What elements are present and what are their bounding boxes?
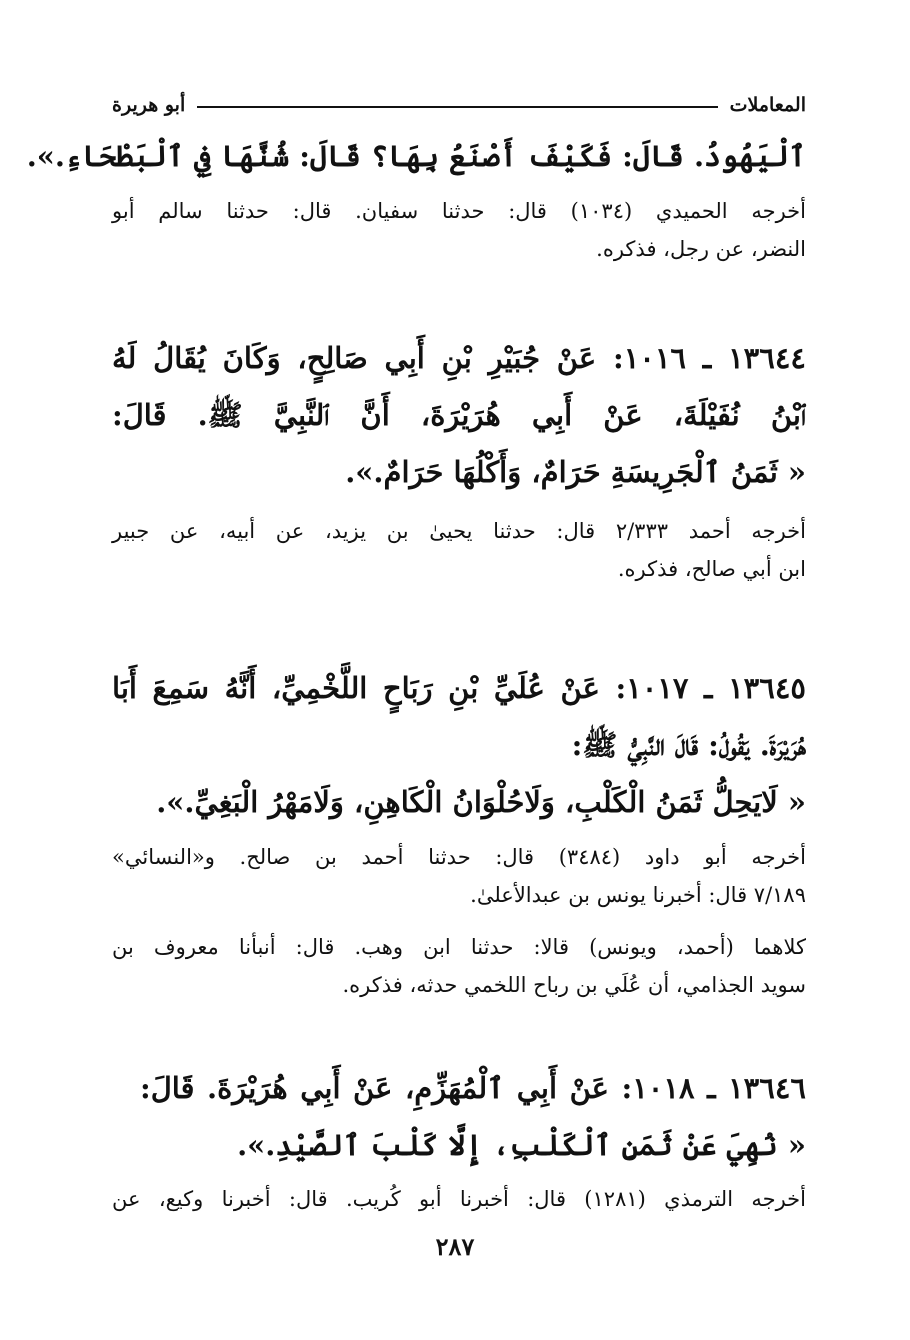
takhrij-note bbox=[112, 512, 806, 588]
hadith-13644 bbox=[112, 330, 806, 501]
hadith-13646 bbox=[140, 1060, 806, 1174]
hadith-line: « ثَمَنُ ٱلْجَرِيسَةِ حَرَامٌ، وَأَكْلُهَا حَرَامٌ.». bbox=[345, 455, 806, 489]
note-line: ابن أبي صالح، فذكره. bbox=[617, 557, 806, 581]
note-line: النضر، عن رجل، فذكره. bbox=[596, 237, 806, 261]
hadith-line: « لَايَحِلُّ ثَمَنُ الْكَلْبِ، وَلَاحُلْوَانُ الْكَاهِنِ، وَلَامَهْرُ الْبَغِيِّ.». bbox=[156, 785, 806, 819]
note-line: ٧/١٨٩ قال: أخبرنا يونس بن عبدالأعلىٰ. bbox=[470, 883, 806, 907]
hadith-line: ٱلْيَهُودُ. قَالَ: فَكَيْفَ أَصْنَعُ بِهَا؟ قَالَ: شُنَّهَا فِي ٱلْبَطْحَاءِ.». bbox=[26, 139, 806, 173]
hadith-13645 bbox=[112, 660, 806, 831]
page-number: ٢٨٧ bbox=[435, 1232, 475, 1261]
header-chapter-title: المعاملات bbox=[729, 94, 806, 116]
note-line: سويد الجذامي، أن عُلَي بن رباح اللخمي حدثه، فذكره. bbox=[342, 973, 806, 997]
hadith-line: ١٣٦٤٥ ـ ١٠١٧: عَنْ عُلَيِّ بْنِ رَبَاحٍ اللَّخْمِيِّ، أَنَّهُ سَمِعَ أَبَا bbox=[112, 671, 806, 705]
note-line: أخرجه أحمد ٢/٣٣٣ قال: حدثنا يحيىٰ بن يزيد، عن أبيه، عن جبير bbox=[112, 519, 806, 543]
takhrij-note bbox=[112, 192, 806, 268]
note-line: أخرجه الحميدي (١٠٣٤) قال: حدثنا سفيان. قال: حدثنا سالم أبو bbox=[112, 199, 806, 223]
note-line: كلاهما (أحمد، ويونس) قالا: حدثنا ابن وهب. قال: أنبأنا معروف بن bbox=[112, 935, 806, 959]
hadith-line: هُرَيْرَةَ. يَقُولُ: قَالَ النَّبِيُّ ﷺ: bbox=[571, 728, 806, 762]
hadith-line: ١٣٦٤٦ ـ ١٠١٨: عَنْ أَبِي ٱلْمُهَزِّمِ، عَنْ أَبِي هُرَيْرَةَ. قَالَ: bbox=[140, 1071, 806, 1105]
note-line: أخرجه الترمذي (١٢٨١) قال: أخبرنا أبو كُريب. قال: أخبرنا وكيع، عن bbox=[112, 1187, 806, 1211]
hadith-line: « نُهِيَ عَنْ ثَمَنِ ٱلْكَلْبِ، إِلَّا كَلْبَ ٱلصَّيْدِ.». bbox=[237, 1128, 806, 1162]
takhrij-note bbox=[112, 838, 806, 914]
header-rule bbox=[197, 106, 717, 108]
note-line: أخرجه أبو داود (٣٤٨٤) قال: حدثنا أحمد بن صالح. و«النسائي» bbox=[112, 845, 806, 869]
takhrij-note bbox=[112, 1180, 806, 1218]
hadith-line: ١٣٦٤٤ ـ ١٠١٦: عَنْ جُبَيْرِ بْنِ أَبِي صَالِحٍ، وَكَانَ يُقَالُ لَهُ bbox=[112, 341, 806, 375]
hadith-continuation bbox=[26, 128, 806, 185]
header-narrator-title: أبو هريرة bbox=[112, 94, 186, 116]
running-header bbox=[112, 88, 806, 116]
takhrij-note bbox=[112, 928, 806, 1004]
hadith-line: ٱبْنُ نُفَيْلَةَ، عَنْ أَبِي هُرَيْرَةَ، أَنَّ ٱلنَّبِيَّ ﷺ. قَالَ: bbox=[112, 398, 806, 432]
